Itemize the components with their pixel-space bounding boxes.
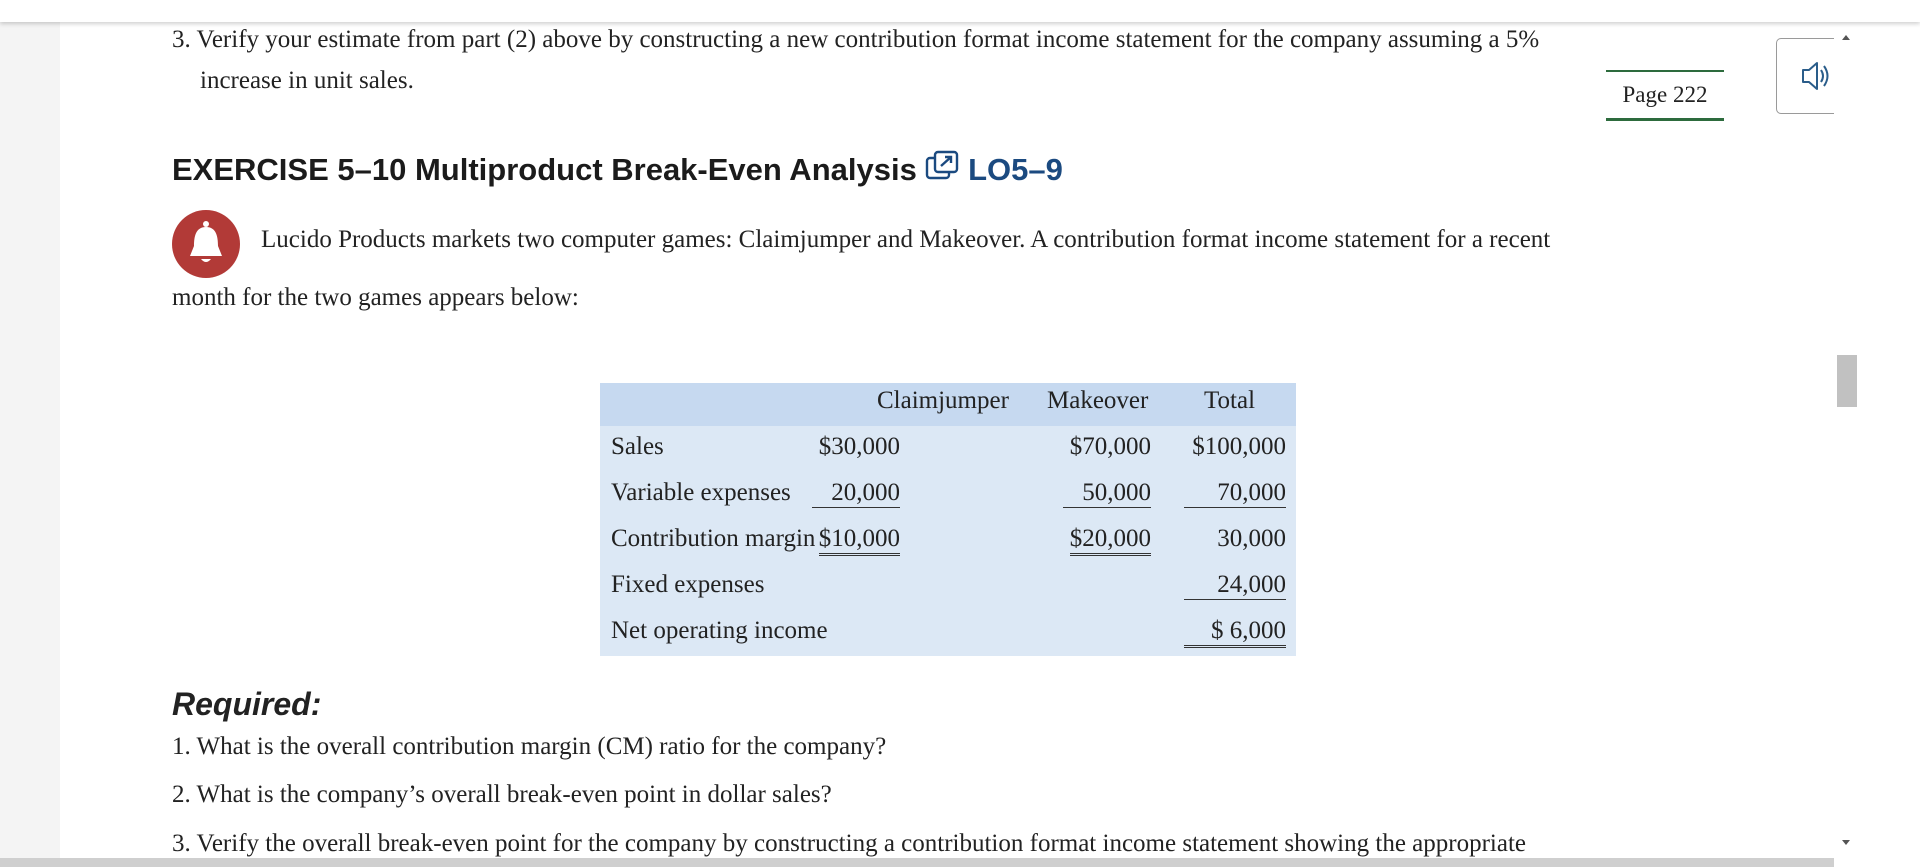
bell-icon [172, 210, 240, 278]
row-label-fixed: Fixed expenses [611, 571, 765, 598]
variable-total: 70,000 [1184, 479, 1286, 508]
contribution-total: 30,000 [1217, 525, 1286, 552]
page-marker: Page 222 [1606, 70, 1724, 121]
variable-makeover: 50,000 [1063, 479, 1151, 508]
prior-item-line2: increase in unit sales. [200, 67, 414, 94]
required-item-3: 3. Verify the overall break-even point for the company by constructing a contribution format income statement showing the appropriate [172, 830, 1526, 857]
scrollbar-thumb[interactable] [1837, 355, 1857, 407]
row-label-contribution: Contribution margin [611, 525, 816, 552]
contribution-makeover: $20,000 [1070, 525, 1151, 556]
lo-link[interactable]: LO5–9 [968, 152, 1063, 187]
fixed-total: 24,000 [1184, 571, 1286, 600]
exercise-heading [172, 150, 1063, 188]
scroll-down-arrow-icon[interactable] [1834, 836, 1858, 850]
header-makeover: Makeover [1047, 387, 1149, 414]
bottom-bar [0, 858, 1834, 867]
left-gutter [0, 0, 60, 867]
scroll-up-arrow-icon[interactable] [1834, 30, 1858, 44]
required-item-1: 1. What is the overall contribution margin (CM) ratio for the company? [172, 733, 887, 760]
header-claimjumper: Claimjumper [877, 387, 1009, 414]
intro-line1: Lucido Products markets two computer games: Claimjumper and Makeover. A contribution format income statement for a recent [261, 226, 1551, 253]
prior-item-line1: 3. Verify your estimate from part (2) above by constructing a new contribution format income statement for the company assuming a 5% [172, 26, 1540, 53]
sales-makeover: $70,000 [1069, 433, 1151, 460]
variable-claimjumper: 20,000 [812, 479, 900, 508]
sales-total: $100,000 [1192, 433, 1286, 460]
required-item-2: 2. What is the company’s overall break-even point in dollar sales? [172, 781, 832, 808]
external-link-icon[interactable] [925, 150, 959, 182]
income-statement-table [600, 383, 1296, 656]
row-label-net-income: Net operating income [611, 617, 828, 644]
row-label-variable: Variable expenses [611, 479, 791, 506]
sales-claimjumper: $30,000 [818, 433, 900, 460]
row-label-sales: Sales [611, 433, 664, 460]
header-total: Total [1204, 387, 1256, 414]
intro-line2: month for the two games appears below: [172, 284, 579, 311]
vertical-scrollbar[interactable] [1834, 30, 1858, 850]
required-heading: Required: [172, 686, 322, 722]
net-income-total: $ 6,000 [1184, 617, 1286, 648]
bell-badge [172, 210, 240, 278]
top-toolbar [0, 0, 1920, 22]
exercise-title: EXERCISE 5–10 Multiproduct Break-Even Analysis [172, 152, 917, 187]
contribution-claimjumper: $10,000 [819, 525, 900, 556]
